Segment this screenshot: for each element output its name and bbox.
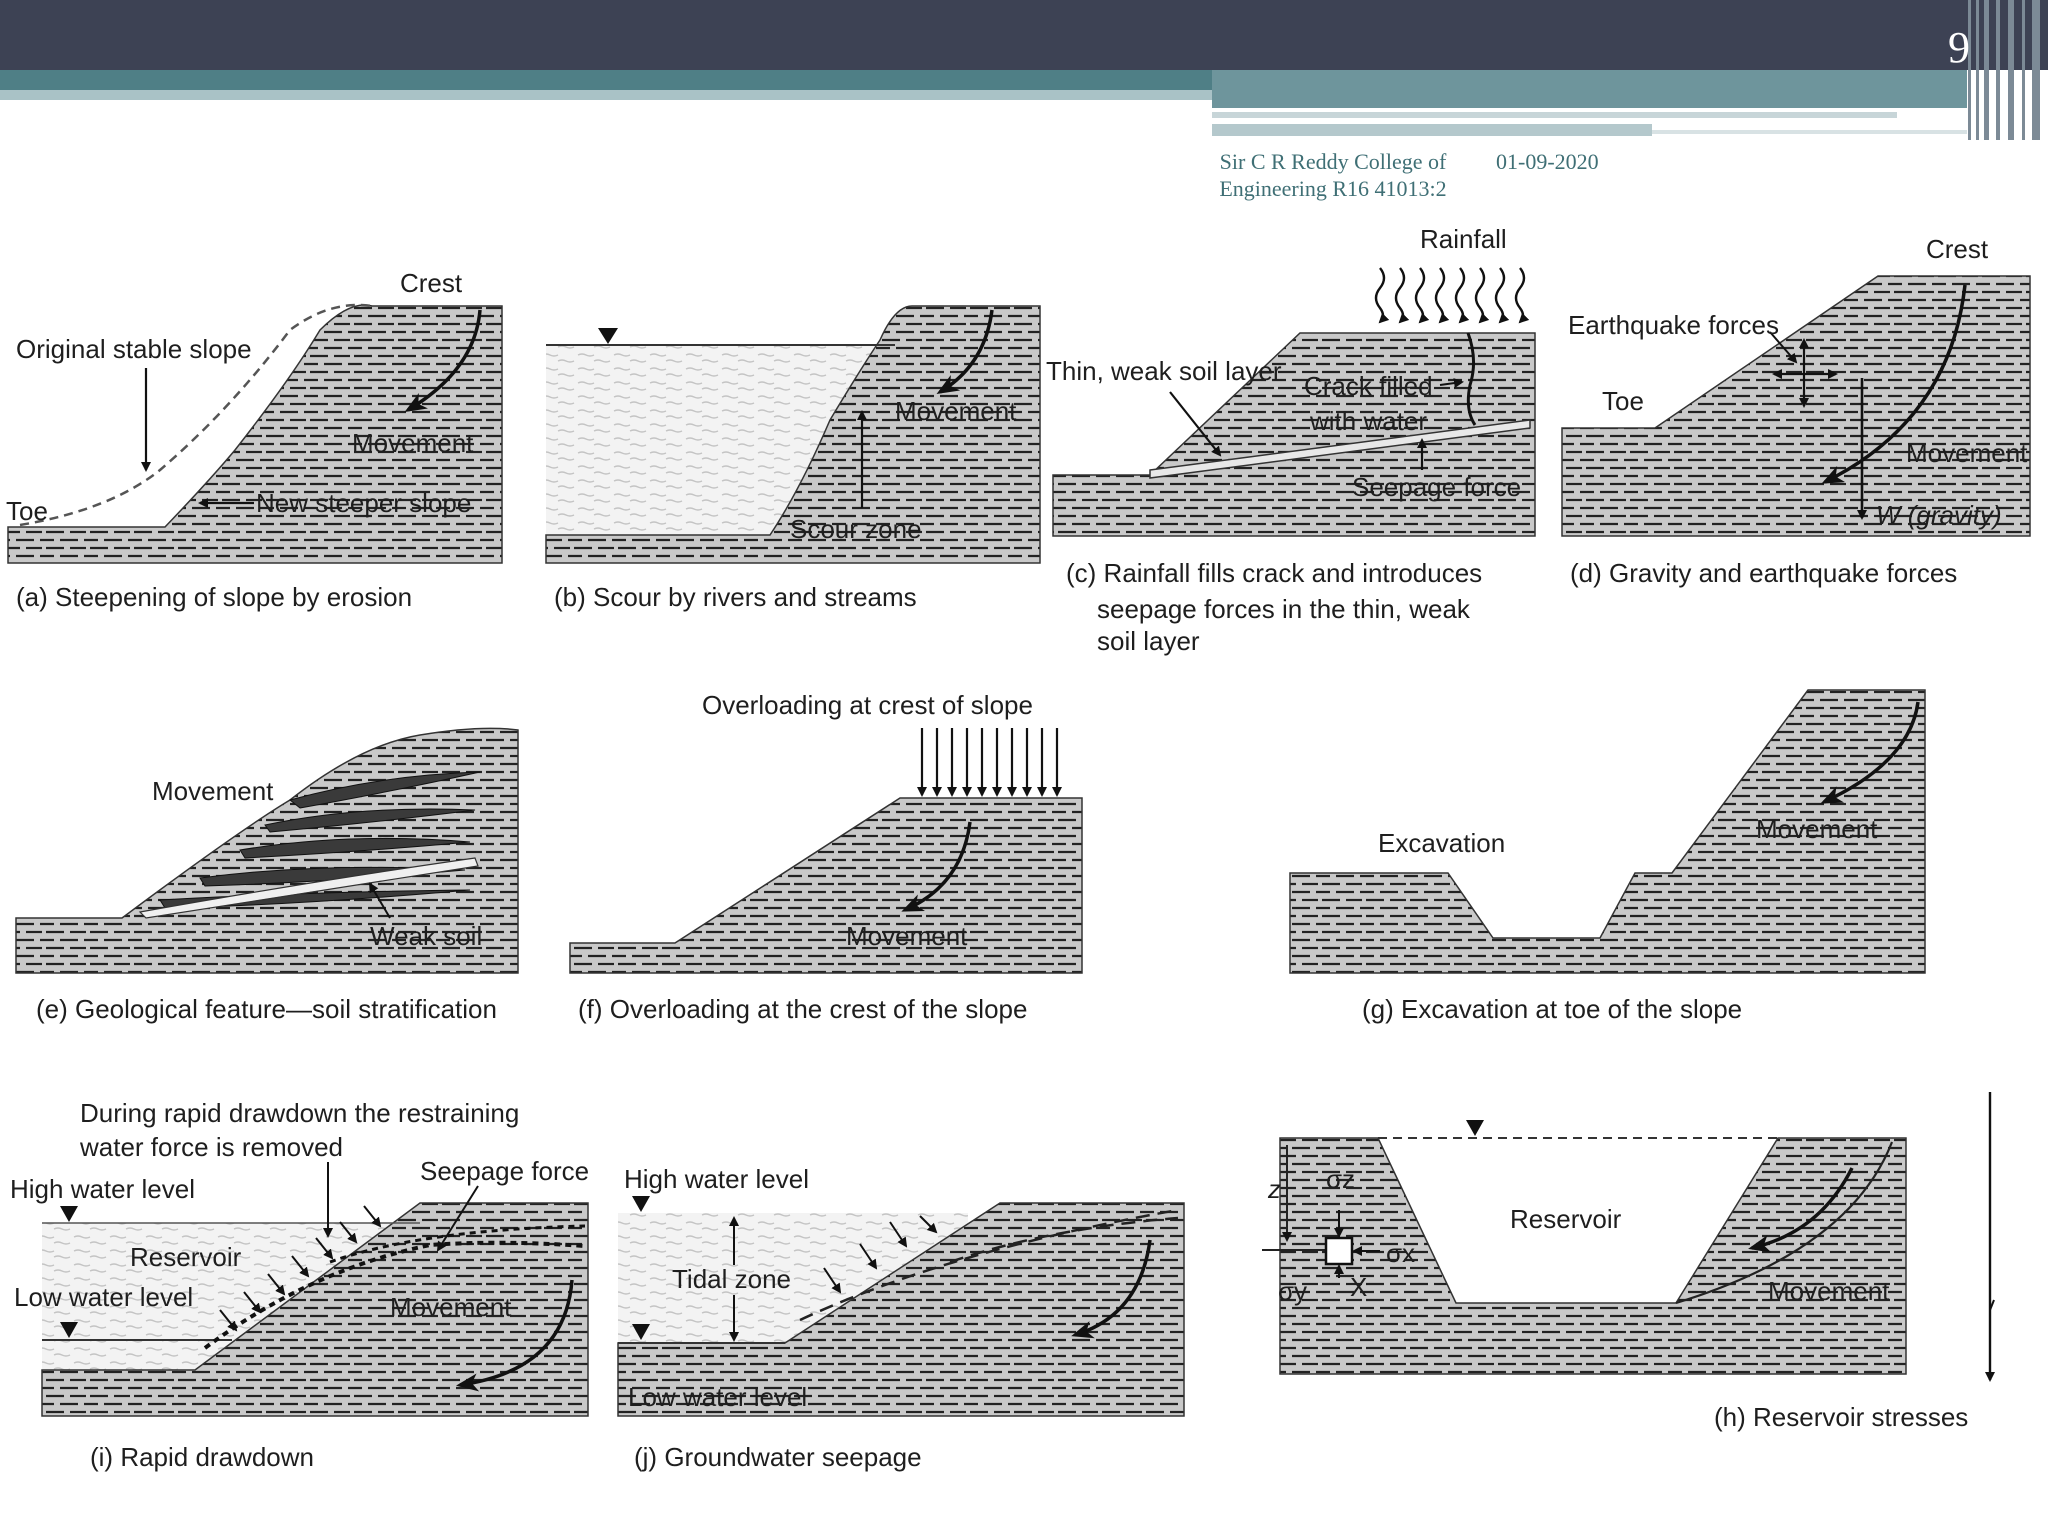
water-level-marker [1466, 1120, 1484, 1136]
load-arrows [922, 728, 1057, 795]
footer-date: 01-09-2020 [1496, 149, 1599, 174]
label-with-water: with water [1310, 406, 1428, 436]
label-rainfall: Rainfall [1420, 224, 1507, 254]
label-reservoir: Reservoir [130, 1242, 242, 1272]
label-x: X [1350, 1272, 1368, 1302]
label-overloading: Overloading at crest of slope [702, 690, 1033, 720]
water-level-marker [632, 1196, 650, 1212]
caption-b: (b) Scour by rivers and streams [554, 582, 917, 612]
label-excavation: Excavation [1378, 828, 1506, 858]
rainfall-symbols [1376, 268, 1524, 322]
label-crest: Crest [1926, 234, 1989, 264]
label-movement: Movement [390, 1292, 512, 1322]
label-low-water: Low water level [14, 1282, 194, 1312]
label-earthquake-forces: Earthquake forces [1568, 310, 1780, 340]
label-movement: Movement [1756, 814, 1878, 844]
label-tidal-zone: Tidal zone [672, 1264, 791, 1294]
label-sigma-x: σx [1386, 1238, 1416, 1268]
caption-c-line2: seepage forces in the thin, weak [1097, 594, 1470, 624]
panel-a [6, 268, 502, 612]
label-weak-soil: Weak soil [370, 921, 483, 951]
panel-c [1046, 224, 1535, 656]
panel-d [1562, 234, 2030, 588]
panel-i [10, 1098, 589, 1472]
label-crest: Crest [400, 268, 463, 298]
soil-mass [570, 798, 1082, 973]
label-seepage-force: Seepage force [1352, 472, 1522, 502]
label-original-slope: Original stable slope [16, 334, 252, 364]
label-thin-weak-layer: Thin, weak soil layer [1046, 356, 1282, 386]
label-low-water: Low water level [628, 1382, 808, 1412]
caption-i: (i) Rapid drawdown [90, 1442, 314, 1472]
label-reservoir: Reservoir [1510, 1204, 1622, 1234]
soil-mass [1280, 1138, 1906, 1374]
label-movement: Movement [1768, 1276, 1890, 1306]
stress-element [1326, 1238, 1352, 1264]
water-level-marker [60, 1206, 78, 1222]
label-movement: Movement [895, 396, 1017, 426]
label-sigma-z: σz [1326, 1164, 1356, 1194]
panel-h [1262, 1092, 1994, 1432]
label-scour-zone: Scour zone [790, 514, 922, 544]
caption-j: (j) Groundwater seepage [634, 1442, 922, 1472]
footer-line: Engineering R16 41013:2 [1219, 176, 1447, 201]
footer-line: Sir C R Reddy College of [1219, 149, 1447, 174]
panel-e [16, 728, 518, 1024]
caption-a: (a) Steepening of slope by erosion [16, 582, 413, 612]
panel-b [546, 306, 1040, 612]
panel-j [618, 1164, 1184, 1472]
label-crack-filled: Crack filled [1304, 371, 1433, 401]
label-toe: Toe [1602, 386, 1644, 416]
label-toe: Toe [6, 496, 48, 526]
page-number: 9 [1948, 23, 1970, 72]
caption-d: (d) Gravity and earthquake forces [1570, 558, 1958, 588]
label-movement: Movement [152, 776, 274, 806]
label-high-water: High water level [624, 1164, 809, 1194]
panel-g [1290, 690, 1925, 1024]
label-drawdown-line1: During rapid drawdown the restraining [80, 1098, 520, 1128]
label-sigma-y: σy [1278, 1276, 1308, 1306]
panel-f [570, 690, 1082, 1024]
caption-g: (g) Excavation at toe of the slope [1362, 994, 1743, 1024]
label-z: z [1268, 1174, 1281, 1204]
label-seepage-force: Seepage force [420, 1156, 590, 1186]
label-movement: Movement [1906, 438, 2028, 468]
caption-e: (e) Geological feature—soil stratification [36, 994, 497, 1024]
label-movement: Movement [846, 921, 968, 951]
caption-c-line3: soil layer [1097, 626, 1200, 656]
caption-f: (f) Overloading at the crest of the slope [578, 994, 1028, 1024]
label-drawdown-line2: water force is removed [80, 1132, 343, 1162]
label-movement: Movement [352, 428, 474, 458]
label-new-steeper-slope: New steeper slope [256, 488, 472, 518]
water-level-marker [598, 328, 618, 344]
caption-c-line1: (c) Rainfall fills crack and introduces [1066, 558, 1483, 588]
label-high-water: High water level [10, 1174, 195, 1204]
label-gravity: W (gravity) [1876, 500, 2002, 530]
caption-h: (h) Reservoir stresses [1714, 1402, 1969, 1432]
